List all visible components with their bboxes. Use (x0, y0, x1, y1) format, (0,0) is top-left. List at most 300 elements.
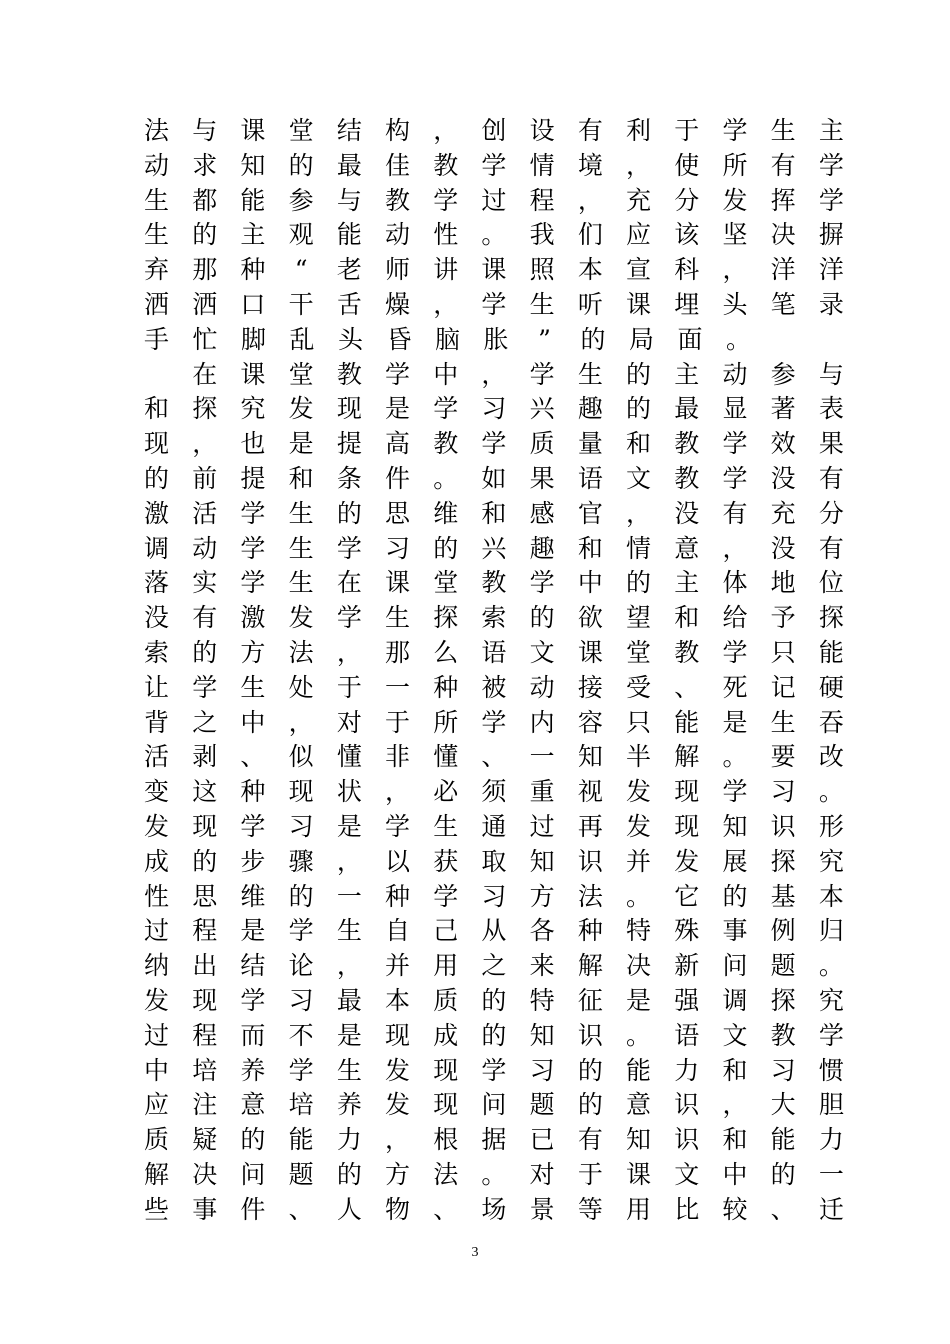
text-char: 堂 (626, 637, 652, 667)
text-char: ， (577, 185, 603, 215)
text-char: 学 (240, 568, 266, 598)
text-char: 知 (577, 742, 603, 772)
text-char: 学 (818, 150, 844, 180)
text-char: ， (626, 498, 652, 528)
text-char: 充 (626, 185, 652, 215)
text-char: 接 (577, 672, 603, 702)
text-char: 状 (336, 777, 362, 807)
text-char: 重 (529, 777, 555, 807)
text-char: 性 (433, 220, 459, 250)
text-char: 学 (240, 985, 266, 1015)
text-char: 学 (818, 1020, 844, 1050)
text-char: 例 (770, 916, 796, 946)
text-char: 一 (529, 742, 555, 772)
text-char: 的 (577, 1055, 603, 1085)
text-line (144, 392, 844, 427)
text-char: 习 (770, 777, 796, 807)
text-char: 视 (577, 777, 603, 807)
text-char: 教 (674, 463, 700, 493)
text-char: 中 (577, 568, 603, 598)
text-char: 脚 (241, 324, 267, 354)
text-char: 是 (336, 1020, 362, 1050)
text-char: 课 (481, 255, 507, 285)
text-char: 果 (529, 463, 555, 493)
text-char: 语 (481, 637, 507, 667)
text-line (144, 601, 844, 636)
text-char: 学 (529, 568, 555, 598)
text-char: 只 (626, 707, 652, 737)
text-char: 质 (144, 1125, 170, 1155)
text-char: 的 (288, 881, 314, 911)
text-char: 培 (288, 1090, 314, 1120)
text-char: 趣 (529, 533, 555, 563)
text-char: 学 (336, 533, 362, 563)
text-char: 纳 (144, 951, 170, 981)
text-char: 语 (674, 1020, 700, 1050)
text-char: ， (722, 533, 748, 563)
text-char: 索 (144, 637, 170, 667)
text-char: 处 (288, 672, 314, 702)
text-char: 和 (722, 1125, 748, 1155)
text-char: 堂 (433, 568, 459, 598)
text-char: 习 (481, 881, 507, 911)
text-char: 教 (674, 637, 700, 667)
text-char: 和 (481, 498, 507, 528)
text-char: 识 (577, 846, 603, 876)
text-char: 的 (192, 637, 218, 667)
text-char: 硬 (818, 672, 844, 702)
text-char: ， (192, 429, 218, 459)
text-char: 学 (385, 359, 411, 389)
text-char: 惯 (818, 1055, 844, 1085)
text-char: 显 (722, 394, 748, 424)
text-char: 非 (385, 742, 411, 772)
text-char: ， (722, 255, 748, 285)
text-char: 课 (240, 116, 266, 145)
text-char: 发 (144, 985, 170, 1015)
text-char: 取 (481, 846, 507, 876)
text-char: 吞 (818, 707, 844, 737)
text-char: 课 (385, 568, 411, 598)
text-char: 。 (818, 777, 844, 807)
text-char: 也 (240, 429, 266, 459)
text-char: 的 (626, 568, 652, 598)
text-char: 现 (144, 429, 170, 459)
text-line (144, 358, 844, 393)
text-char: 位 (818, 568, 844, 598)
text-char: 通 (481, 811, 507, 841)
text-char: 发 (626, 811, 652, 841)
text-char: 该 (674, 220, 700, 250)
text-char: 决 (770, 220, 796, 250)
text-line (144, 184, 844, 219)
text-char: 学 (192, 672, 218, 702)
text-line (144, 984, 844, 1019)
text-char: 予 (770, 603, 796, 633)
text-char: 改 (818, 742, 844, 772)
text-char: 法 (144, 116, 170, 145)
text-char: 种 (577, 916, 603, 946)
text-char: 应 (144, 1090, 170, 1120)
text-char: 法 (433, 1159, 459, 1189)
body-text (144, 114, 844, 1228)
text-char: 生 (336, 916, 362, 946)
text-char: 而 (240, 1020, 266, 1050)
text-char: 之 (192, 707, 218, 737)
text-char: 用 (626, 1194, 652, 1224)
text-char: 学 (288, 1055, 314, 1085)
text-char: 必 (433, 777, 459, 807)
text-char: 出 (192, 951, 218, 981)
text-char: 科 (674, 255, 700, 285)
text-char: 种 (433, 672, 459, 702)
text-char: “ (294, 255, 308, 285)
text-char: 能 (626, 1055, 652, 1085)
text-char: 本 (385, 985, 411, 1015)
text-char: 是 (336, 811, 362, 841)
text-line (144, 775, 844, 810)
text-char: 生 (336, 1055, 362, 1085)
text-char: 的 (433, 533, 459, 563)
text-char: 种 (385, 881, 411, 911)
text-char: 问 (481, 1090, 507, 1120)
text-char: 现 (674, 777, 700, 807)
text-char: 舌 (336, 289, 362, 319)
text-char: 一 (336, 881, 362, 911)
text-char: 、 (770, 1194, 796, 1224)
text-char: 分 (818, 498, 844, 528)
text-char: 据 (481, 1125, 507, 1155)
text-char: 录 (818, 289, 844, 319)
text-char: 对 (529, 1159, 555, 1189)
text-char: 再 (577, 811, 603, 841)
text-char: 局 (629, 324, 655, 354)
text-char: 本 (577, 255, 603, 285)
text-char: 较 (722, 1194, 748, 1224)
text-char: 懂 (433, 742, 459, 772)
text-char: 解 (674, 742, 700, 772)
text-char: 活 (144, 742, 170, 772)
text-char: 新 (674, 951, 700, 981)
text-char: 现 (192, 985, 218, 1015)
text-char: 发 (385, 1090, 411, 1120)
text-char: 于 (385, 707, 411, 737)
text-char: 解 (577, 951, 603, 981)
text-line (144, 114, 844, 149)
text-char: 的 (481, 1020, 507, 1050)
text-char: 佳 (385, 150, 411, 180)
text-line (144, 1193, 844, 1228)
text-char: 我 (529, 220, 555, 250)
text-line (144, 1158, 844, 1193)
text-char: 么 (433, 637, 459, 667)
text-char: 和 (144, 394, 170, 424)
text-char: 知 (626, 1125, 652, 1155)
text-char: 现 (288, 777, 314, 807)
text-char: 笔 (770, 289, 796, 319)
text-char: 培 (192, 1055, 218, 1085)
text-char: 力 (818, 1125, 844, 1155)
text-char: 生 (288, 498, 314, 528)
text-char: ， (336, 637, 362, 667)
text-char: 提 (336, 429, 362, 459)
text-char: 所 (722, 150, 748, 180)
text-char: 意 (674, 533, 700, 563)
text-char: 习 (481, 394, 507, 424)
text-char: 形 (818, 811, 844, 841)
text-char: 洋 (770, 255, 796, 285)
text-char: 识 (674, 1090, 700, 1120)
text-char: 发 (722, 185, 748, 215)
text-char: 内 (529, 707, 555, 737)
text-char: 注 (192, 1090, 218, 1120)
text-char: 老 (336, 255, 362, 285)
text-char: 之 (481, 951, 507, 981)
text-char: 教 (770, 1020, 796, 1050)
text-char: 生 (144, 185, 170, 215)
text-char: 学 (481, 707, 507, 737)
text-char: 能 (674, 707, 700, 737)
text-char: 结 (240, 951, 266, 981)
text-char: 发 (144, 811, 170, 841)
text-char: 、 (674, 672, 700, 702)
text-char: 只 (770, 637, 796, 667)
text-char: 能 (288, 1125, 314, 1155)
text-char: 习 (288, 811, 314, 841)
text-char: 能 (818, 637, 844, 667)
text-char: 学 (481, 429, 507, 459)
text-char: 教 (336, 359, 362, 389)
text-char: 坚 (722, 220, 748, 250)
text-char: 堂 (288, 359, 314, 389)
text-char: 望 (626, 603, 652, 633)
text-char: 让 (144, 672, 170, 702)
text-char: 教 (481, 568, 507, 598)
text-char: 成 (433, 1020, 459, 1050)
text-char: 学 (481, 150, 507, 180)
text-char: 力 (336, 1125, 362, 1155)
text-line (144, 497, 844, 532)
text-char: 法 (577, 881, 603, 911)
text-char: 学 (433, 881, 459, 911)
text-char: 没 (770, 463, 796, 493)
text-line (144, 880, 844, 915)
text-char: 听 (577, 289, 603, 319)
text-char: 文 (674, 1159, 700, 1189)
text-char: 没 (144, 603, 170, 633)
text-char: 利 (626, 116, 652, 145)
text-char: 决 (192, 1159, 218, 1189)
text-char: 从 (481, 916, 507, 946)
text-char: 习 (288, 985, 314, 1015)
text-char: 的 (240, 1125, 266, 1155)
text-char: 那 (385, 637, 411, 667)
text-char: 须 (481, 777, 507, 807)
text-char: 种 (240, 777, 266, 807)
text-char: 忙 (192, 324, 218, 354)
text-char: 要 (770, 742, 796, 772)
text-char: 课 (626, 1159, 652, 1189)
text-char: 的 (288, 150, 314, 180)
text-char: 基 (770, 881, 796, 911)
text-char: 究 (818, 846, 844, 876)
text-char: 生 (433, 811, 459, 841)
text-char: 有 (818, 533, 844, 563)
text-char: 表 (818, 394, 844, 424)
text-char: 程 (192, 1020, 218, 1050)
text-char: 欲 (577, 603, 603, 633)
text-char: 现 (433, 1055, 459, 1085)
text-char: 头 (722, 289, 748, 319)
text-char: 效 (770, 429, 796, 459)
text-char: 埋 (674, 289, 700, 319)
text-char: 乱 (289, 324, 315, 354)
text-char: 生 (240, 672, 266, 702)
text-char: 手 (144, 324, 170, 354)
text-char: 解 (144, 1159, 170, 1189)
text-char: 生 (385, 603, 411, 633)
text-char: 学 (240, 811, 266, 841)
text-line (144, 810, 844, 845)
text-char: 展 (722, 846, 748, 876)
text-char: 最 (336, 150, 362, 180)
text-char: 法 (288, 637, 314, 667)
text-char: 摒 (818, 220, 844, 250)
text-char: 各 (529, 916, 555, 946)
text-char: 探 (818, 603, 844, 633)
text-char: 半 (626, 742, 652, 772)
text-char: 发 (288, 394, 314, 424)
text-line (144, 706, 844, 741)
text-char: 趣 (577, 394, 603, 424)
text-char: 记 (770, 672, 796, 702)
text-char: 主 (818, 116, 844, 145)
text-char: 探 (770, 846, 796, 876)
text-char (144, 358, 169, 393)
text-char: ， (336, 846, 362, 876)
text-char: 方 (240, 637, 266, 667)
text-char: 过 (529, 811, 555, 841)
text-char: 容 (577, 707, 603, 737)
text-char: 学 (722, 777, 748, 807)
text-char: 调 (144, 533, 170, 563)
text-char: 量 (577, 429, 603, 459)
text-char: 件 (385, 463, 411, 493)
text-char: 动 (144, 150, 170, 180)
text-char: 和 (288, 463, 314, 493)
text-char: 的 (577, 1090, 603, 1120)
text-char: 生 (288, 568, 314, 598)
text-char: 的 (580, 324, 606, 354)
text-char: 应 (626, 220, 652, 250)
text-char: 和 (626, 429, 652, 459)
text-char: 于 (577, 1159, 603, 1189)
text-char: 自 (385, 916, 411, 946)
text-char: 并 (385, 951, 411, 981)
text-char: 宣 (626, 255, 652, 285)
text-char: 力 (674, 1055, 700, 1085)
text-char: 变 (144, 777, 170, 807)
text-char: 动 (529, 672, 555, 702)
text-char: 的 (192, 846, 218, 876)
text-char: 设 (529, 116, 555, 145)
text-char: 如 (481, 463, 507, 493)
text-line (144, 636, 844, 671)
text-char: ， (385, 1125, 411, 1155)
text-char: 的 (336, 498, 362, 528)
text-char: 能 (336, 220, 362, 250)
text-char: 养 (336, 1090, 362, 1120)
text-char: 没 (770, 533, 796, 563)
text-char: 现 (385, 1020, 411, 1050)
text-char: 动 (385, 220, 411, 250)
text-char: 用 (433, 951, 459, 981)
text-char: 果 (818, 429, 844, 459)
text-char: ， (433, 289, 459, 319)
text-char: 程 (529, 185, 555, 215)
text-char: 分 (674, 185, 700, 215)
text-char: 探 (192, 394, 218, 424)
text-char: 题 (288, 1159, 314, 1189)
text-char: 是 (288, 429, 314, 459)
text-char: 现 (336, 394, 362, 424)
text-char: 有 (818, 463, 844, 493)
text-char: 识 (674, 1125, 700, 1155)
text-char: 是 (626, 985, 652, 1015)
text-char: 、 (240, 742, 266, 772)
text-char: 照 (529, 255, 555, 285)
text-char: 课 (577, 637, 603, 667)
text-char: 没 (674, 498, 700, 528)
text-line (144, 949, 844, 984)
text-char: 究 (240, 394, 266, 424)
text-char: 学 (529, 359, 555, 389)
text-char: ， (336, 951, 362, 981)
text-char: 学 (288, 916, 314, 946)
text-char: 学 (433, 394, 459, 424)
text-char: 和 (577, 533, 603, 563)
text-char: 挥 (770, 185, 796, 215)
text-char: 以 (385, 846, 411, 876)
text-char: 中 (144, 1055, 170, 1085)
text-char: 在 (192, 359, 218, 389)
text-line (144, 218, 844, 253)
text-char: 的 (626, 394, 652, 424)
text-char: 己 (433, 916, 459, 946)
text-char: 著 (770, 394, 796, 424)
text-char: ， (385, 777, 411, 807)
text-char: 的 (529, 603, 555, 633)
text-char: 学 (722, 429, 748, 459)
text-char: 是 (240, 916, 266, 946)
text-char: 维 (240, 881, 266, 911)
text-char: 中 (240, 707, 266, 737)
text-char: 知 (240, 150, 266, 180)
text-char: ， (433, 116, 459, 145)
text-char: 题 (770, 951, 796, 981)
text-char: 能 (770, 1125, 796, 1155)
text-char: 景 (529, 1194, 555, 1224)
text-char: 种 (240, 255, 266, 285)
text-char: 教 (433, 150, 459, 180)
text-char: 知 (722, 811, 748, 841)
text-char: 燥 (385, 289, 411, 319)
text-char: 学 (336, 603, 362, 633)
text-char: 学 (433, 185, 459, 215)
text-char: 文 (722, 1020, 748, 1050)
text-char: 学 (240, 533, 266, 563)
text-char: 条 (336, 463, 362, 493)
